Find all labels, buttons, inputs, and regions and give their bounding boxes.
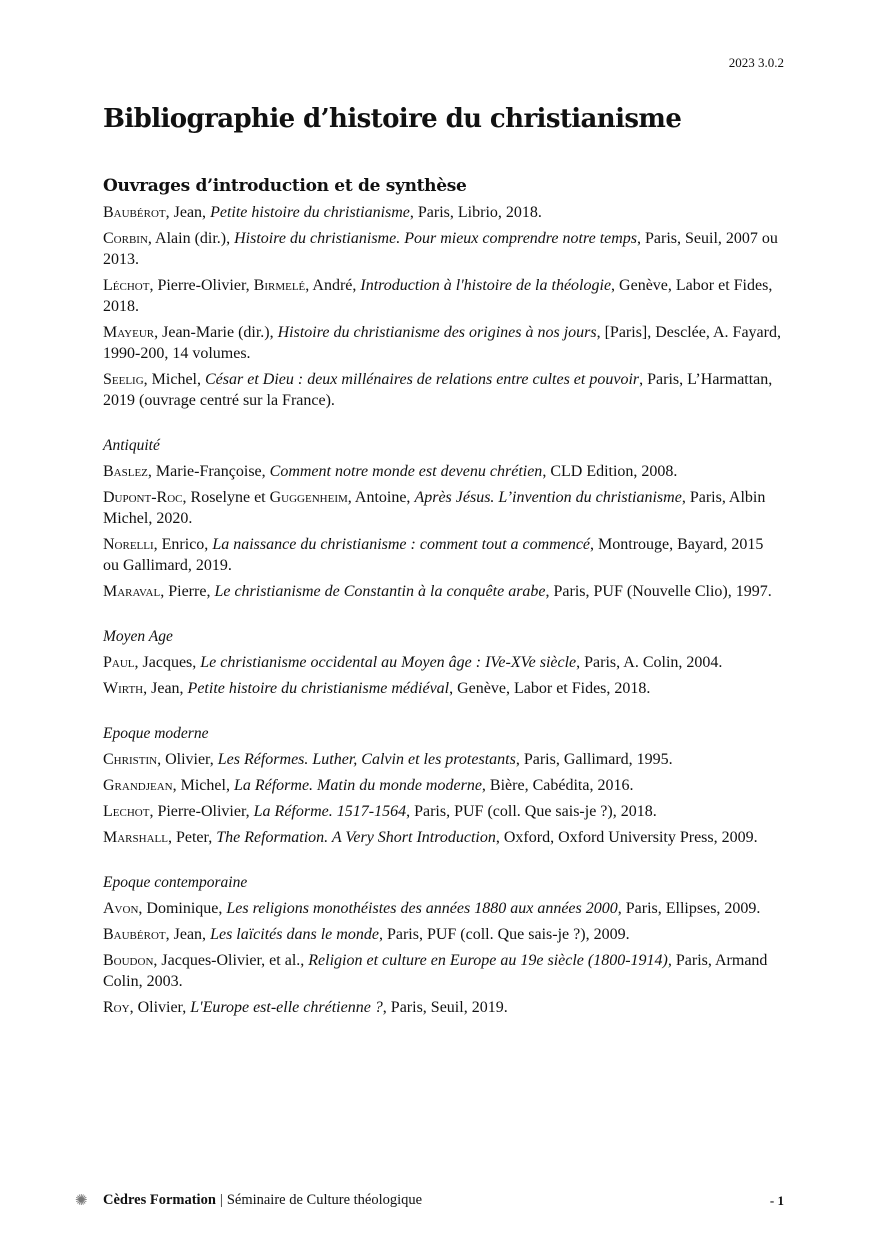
entry-author: Boudon	[103, 952, 154, 969]
entry-author-detail: , Pierre-Olivier,	[149, 277, 254, 294]
bibliography-section	[103, 176, 783, 411]
entry-title: La Réforme. 1517-1564	[253, 803, 407, 820]
section-heading: Epoque contemporaine	[103, 874, 248, 891]
bibliography-entry	[103, 652, 783, 673]
entry-title: La naissance du christianisme : comment tout a commencé	[212, 536, 591, 553]
entry-title: Histoire du christianisme. Pour mieux comprendre notre temps	[234, 230, 638, 247]
entry-author: Corbin	[103, 230, 148, 247]
entry-publication: , Paris, PUF (coll. Que sais-je ?), 2009.	[378, 926, 630, 943]
entry-title: César et Dieu : deux millénaires de relations entre cultes et pouvoir	[205, 371, 640, 388]
entry-publication: , Montrouge, Bayard, 2015 ou Gallimard, 2019.	[103, 536, 764, 574]
bibliography-entry	[103, 369, 783, 411]
entry-author: Christin	[103, 751, 158, 768]
entry-title: L'Europe est-elle chrétienne ?	[190, 999, 383, 1016]
footer-separator: |	[219, 1192, 223, 1208]
section-heading: Epoque moderne	[103, 725, 209, 742]
entry-author: Baubérot	[103, 926, 166, 943]
entry-author: Baslez	[103, 463, 148, 480]
entry-title: Religion et culture en Europe au 19e siècle (1800-1914),	[308, 952, 672, 969]
bibliography-entry	[103, 775, 783, 796]
entry-author-detail: , Jacques,	[134, 654, 201, 671]
document-version: 2023 3.0.2	[728, 55, 784, 70]
entry-author: Léchot	[103, 277, 150, 294]
entry-author-detail: , Dominique,	[138, 900, 227, 917]
entry-author: Wirth	[103, 680, 144, 697]
bibliography-entry	[103, 581, 783, 602]
entry-title: Petite histoire du christianisme médiéval	[187, 680, 450, 697]
entry-author-detail: , Enrico,	[153, 536, 213, 553]
entry-author-detail: , Jean,	[165, 204, 211, 221]
entry-coauthor: Birmelé	[253, 277, 306, 294]
entry-publication: , Paris, Librio, 2018.	[409, 204, 542, 221]
section-heading: Antiquité	[103, 437, 160, 454]
entry-publication: , Paris, A. Colin, 2004.	[576, 654, 723, 671]
entry-author-detail: , Michel,	[143, 371, 205, 388]
bibliography-entry	[103, 228, 783, 270]
entry-title: Comment notre monde est devenu chrétien	[269, 463, 543, 480]
bibliography-entry	[103, 534, 783, 576]
bibliography-entry	[103, 801, 783, 822]
bibliography-entry	[103, 924, 783, 945]
bibliography-entry	[103, 678, 783, 699]
entry-publication: , Paris, Ellipses, 2009.	[617, 900, 761, 917]
entry-publication: , Genève, Labor et Fides, 2018.	[103, 277, 773, 315]
entry-author-detail: , Olivier,	[129, 999, 191, 1016]
entry-author: Paul	[103, 654, 135, 671]
entry-author: Baubérot	[103, 204, 166, 221]
entry-publication: , Paris, Gallimard, 1995.	[515, 751, 673, 768]
entry-author-detail: , Jean,	[165, 926, 211, 943]
bibliography-entry	[103, 950, 783, 992]
entry-author-detail: , Peter,	[167, 829, 217, 846]
entry-coauthor: Guggenheim	[269, 489, 348, 506]
entry-publication: Paris, Armand Colin, 2003.	[103, 952, 768, 990]
entry-author-detail: , Jean-Marie (dir.),	[154, 324, 278, 341]
entry-publication: , Oxford, Oxford University Press, 2009.	[495, 829, 758, 846]
entry-author-detail: , Marie-Françoise,	[147, 463, 270, 480]
entry-coauthor-detail: , Antoine,	[347, 489, 415, 506]
entry-title: Les Réformes. Luther, Calvin et les protestants	[217, 751, 516, 768]
entry-author: Mayeur	[103, 324, 155, 341]
entry-publication: , Paris, PUF (coll. Que sais-je ?), 2018.	[406, 803, 657, 820]
bibliography-entry	[103, 827, 783, 848]
entry-publication: , [Paris], Desclée, A. Fayard, 1990-200, 14 volumes.	[103, 324, 781, 362]
entry-title: Les religions monothéistes des années 1880 aux années 2000	[226, 900, 618, 917]
entry-author: Norelli	[103, 536, 154, 553]
entry-publication: , Bière, Cabédita, 2016.	[481, 777, 634, 794]
entry-title: Le christianisme occidental au Moyen âge : IVe-XVe siècle	[200, 654, 577, 671]
entry-title: La Réforme. Matin du monde moderne	[233, 777, 482, 794]
entry-title: Histoire du christianisme des origines à nos jours	[277, 324, 597, 341]
footer-organization: Cèdres Formation	[103, 1192, 216, 1208]
bibliography-entry	[103, 275, 783, 317]
bibliography-entry	[103, 461, 783, 482]
entry-publication: , Paris, Seuil, 2019.	[382, 999, 508, 1016]
page-footer	[75, 1192, 784, 1209]
entry-author-detail: , Pierre-Olivier,	[149, 803, 254, 820]
bibliography-entry	[103, 749, 783, 770]
bibliography-entry	[103, 487, 783, 529]
entry-author-detail: , Olivier,	[157, 751, 218, 768]
entry-author: Seelig	[103, 371, 144, 388]
entry-title: Introduction à l'histoire de la théologie	[360, 277, 612, 294]
bibliography-entry	[103, 202, 783, 223]
bibliography-entry	[103, 997, 783, 1018]
entry-publication: , Paris, L’Harmattan, 2019 (ouvrage centré sur la France).	[103, 371, 773, 409]
entry-title: Petite histoire du christianisme	[210, 204, 410, 221]
entry-title: The Reformation. A Very Short Introduction	[216, 829, 496, 846]
entry-title: Les laïcités dans le monde	[210, 926, 379, 943]
entry-title: Le christianisme de Constantin à la conquête arabe	[214, 583, 546, 600]
entry-coauthor-detail: , André,	[305, 277, 361, 294]
entry-author-detail: , Jacques-Olivier, et al.,	[153, 952, 309, 969]
entry-author: Maraval	[103, 583, 161, 600]
entry-author-detail: , Pierre,	[160, 583, 215, 600]
entry-author: Roy	[103, 999, 130, 1016]
section-heading: Ouvrages d’introduction et de synthèse	[103, 176, 467, 196]
bibliography-section	[103, 628, 783, 699]
cedar-logo-icon: ✺	[75, 1192, 88, 1209]
bibliography-section	[103, 874, 783, 1018]
entry-author-detail: , Roselyne et	[182, 489, 270, 506]
entry-author-detail: , Jean,	[143, 680, 188, 697]
entry-publication: , CLD Edition, 2008.	[542, 463, 678, 480]
entry-author-detail: , Michel,	[172, 777, 234, 794]
bibliography-entry	[103, 898, 783, 919]
section-heading: Moyen Age	[103, 628, 173, 645]
entry-author-detail: , Alain (dir.),	[147, 230, 235, 247]
entry-author: Dupont-Roc	[103, 489, 183, 506]
entry-publication: , Paris, Albin Michel, 2020.	[103, 489, 766, 527]
bibliography-content	[103, 176, 783, 1044]
document-title: Bibliographie d’histoire du christianisme	[103, 104, 682, 134]
entry-title: Après Jésus. L’invention du christianisme	[414, 489, 682, 506]
bibliography-section	[103, 437, 783, 602]
page-number: - 1	[769, 1192, 784, 1208]
footer-subtitle: Séminaire de Culture théologique	[226, 1192, 423, 1208]
entry-author: Marshall	[103, 829, 168, 846]
bibliography-entry	[103, 322, 783, 364]
entry-publication: , Paris, PUF (Nouvelle Clio), 1997.	[545, 583, 772, 600]
entry-author: Grandjean	[103, 777, 173, 794]
entry-publication: , Genève, Labor et Fides, 2018.	[449, 680, 651, 697]
entry-publication: , Paris, Seuil, 2007 ou 2013.	[103, 230, 778, 268]
bibliography-section	[103, 725, 783, 848]
entry-author: Lechot	[103, 803, 150, 820]
entry-author: Avon	[103, 900, 139, 917]
